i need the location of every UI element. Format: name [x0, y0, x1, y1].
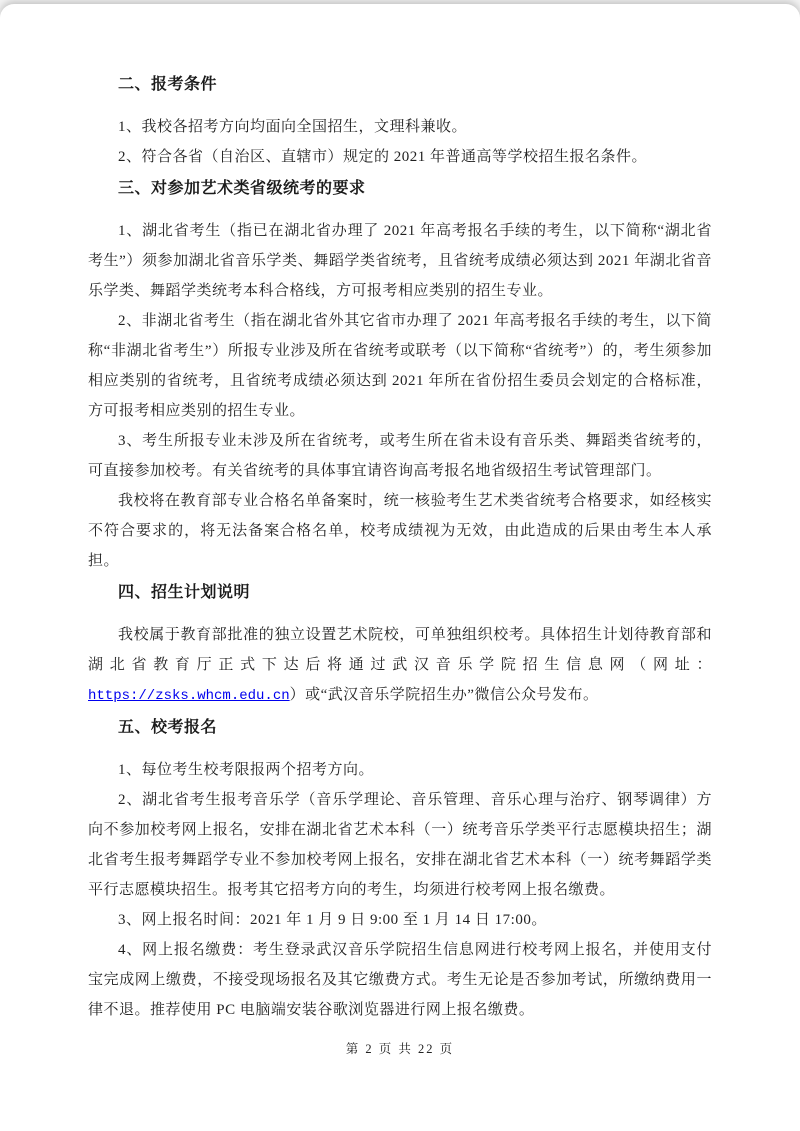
page-footer: 第 2 页 共 22 页	[345, 1042, 455, 1056]
section-enrollment-plan	[88, 578, 712, 711]
paragraph-text: 我校属于教育部批准的独立设置艺术院校，可单独组织校考。具体招生计划待教育部和湖北省教育厅正式下达后将通过武汉音乐学院招生信息网（网址：	[88, 627, 712, 673]
paragraph: 2、非湖北省考生（指在湖北省外其它省市办理了 2021 年高考报名手续的考生，以下简称“非湖北省考生”）所报专业涉及所在省统考或联考（以下简称“省统考”）的，考生须参加相应类别的省统考，且省统考成绩必须达到 2021 年所在省份招生委员会划定的合格标准，方可报考相应类别的招生专业。	[88, 313, 712, 419]
paragraph: 3、考生所报专业未涉及所在省统考，或考生所在省未设有音乐类、舞蹈类省统考的，可直接参加校考。有关省统考的具体事宜请咨询高考报名地省级招生考试管理部门。	[88, 433, 712, 479]
paragraph: 2、湖北省考生报考音乐学（音乐学理论、音乐管理、音乐心理与治疗、钢琴调律）方向不参加校考网上报名，安排在湖北省艺术本科（一）统考音乐学类平行志愿模块招生；湖北省考生报考舞蹈学专业不参加校考网上报名，安排在湖北省艺术本科（一）统考舞蹈学类平行志愿模块招生。报考其它招考方向的考生，均须进行校考网上报名缴费。	[88, 792, 712, 898]
section-heading-provincial-exam-requirements: 三、对参加艺术类省级统考的要求	[118, 180, 366, 197]
admission-site-link[interactable]: https://zsks.whcm.edu.cn	[88, 688, 290, 704]
paragraph: 1、湖北省考生（指已在湖北省办理了 2021 年高考报名手续的考生，以下简称“湖北省考生”）须参加湖北省音乐学类、舞蹈学类省统考，且省统考成绩必须达到 2021 年湖北省音乐学类、舞蹈学类统考本科合格线，方可报考相应类别的招生专业。	[88, 223, 712, 299]
section-application-conditions	[88, 70, 712, 172]
paragraph-with-link	[88, 620, 712, 711]
paragraph: 4、网上报名缴费：考生登录武汉音乐学院招生信息网进行校考网上报名，并使用支付宝完成网上缴费，不接受现场报名及其它缴费方式。考生无论是否参加考试，所缴纳费用一律不退。推荐使用 PC 电脑端安装谷歌浏览器进行网上报名缴费。	[88, 942, 712, 1018]
paragraph: 2、符合各省（自治区、直辖市）规定的 2021 年普通高等学校招生报名条件。	[118, 149, 648, 165]
paragraph: 1、我校各招考方向均面向全国招生，文理科兼收。	[118, 119, 468, 135]
document-page	[0, 4, 800, 1131]
paragraph-text: ）或“武汉音乐学院招生办”微信公众号发布。	[289, 687, 599, 703]
section-heading-enrollment-plan: 四、招生计划说明	[118, 584, 251, 601]
page-content	[0, 4, 800, 1025]
paragraph: 我校将在教育部专业合格名单备案时，统一核验考生艺术类省统考合格要求，如经核实不符合要求的，将无法备案合格名单，校考成绩视为无效，由此造成的后果由考生本人承担。	[88, 493, 712, 569]
section-provincial-exam-requirements	[88, 174, 712, 576]
paragraph: 3、网上报名时间：2021 年 1 月 9 日 9:00 至 1 月 14 日 17:00。	[118, 912, 547, 928]
section-heading-school-exam-registration: 五、校考报名	[118, 719, 218, 736]
paragraph: 1、每位考生校考限报两个招考方向。	[118, 762, 375, 778]
section-school-exam-registration	[88, 713, 712, 1025]
section-heading-application-conditions: 二、报考条件	[118, 76, 218, 93]
